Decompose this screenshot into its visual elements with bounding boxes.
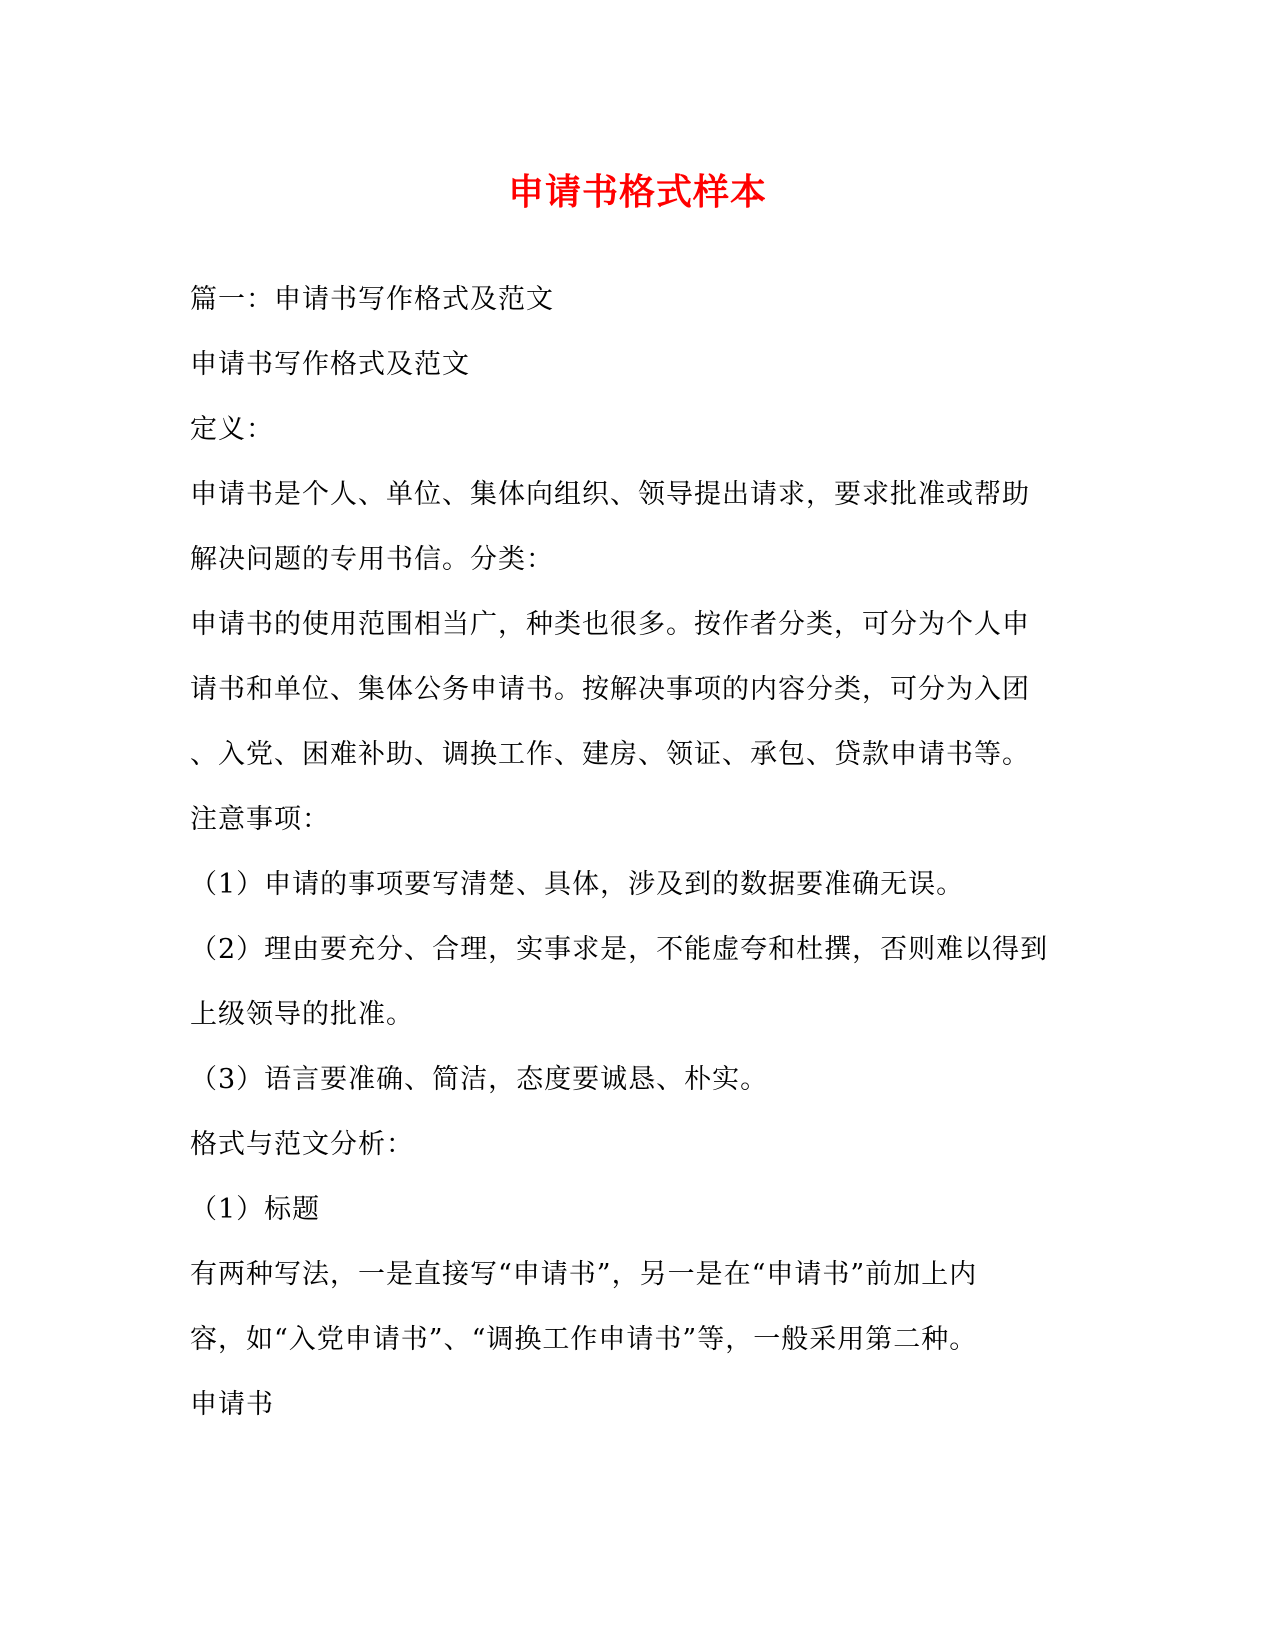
text-line: 申请书的使用范围相当广，种类也很多。按作者分类，可分为个人申 — [190, 609, 1030, 640]
text-line: （1）申请的事项要写清楚、具体，涉及到的数据要准确无误。 — [190, 869, 965, 900]
text-line: 上级领导的批准。 — [190, 999, 414, 1030]
text-line: 篇一：申请书写作格式及范文 — [190, 284, 554, 315]
text-line: 申请书是个人、单位、集体向组织、领导提出请求，要求批准或帮助 — [190, 479, 1030, 510]
document-body — [190, 280, 1090, 1450]
text-line: 定义： — [190, 414, 274, 445]
text-line: 有两种写法，一是直接写“申请书”，另一是在“申请书”前加上内 — [190, 1259, 978, 1290]
text-line: 申请书写作格式及范文 — [190, 349, 470, 380]
text-line: 格式与范文分析： — [190, 1129, 414, 1160]
text-line: 容，如“入党申请书”、“调换工作申请书”等，一般采用第二种。 — [190, 1324, 978, 1355]
document-title: 申请书格式样本 — [507, 171, 767, 213]
text-line: 申请书 — [190, 1389, 274, 1420]
text-line: （1）标题 — [190, 1194, 321, 1225]
text-line: 注意事项： — [190, 804, 330, 835]
text-line: 请书和单位、集体公务申请书。按解决事项的内容分类，可分为入团 — [190, 674, 1030, 705]
text-line: 解决问题的专用书信。分类： — [190, 544, 554, 575]
text-line: （3）语言要准确、简洁，态度要诚恳、朴实。 — [190, 1064, 769, 1095]
text-line: 、入党、困难补助、调换工作、建房、领证、承包、贷款申请书等。 — [190, 739, 1030, 770]
text-line: （2）理由要充分、合理，实事求是，不能虚夸和杜撰，否则难以得到 — [190, 934, 1049, 965]
